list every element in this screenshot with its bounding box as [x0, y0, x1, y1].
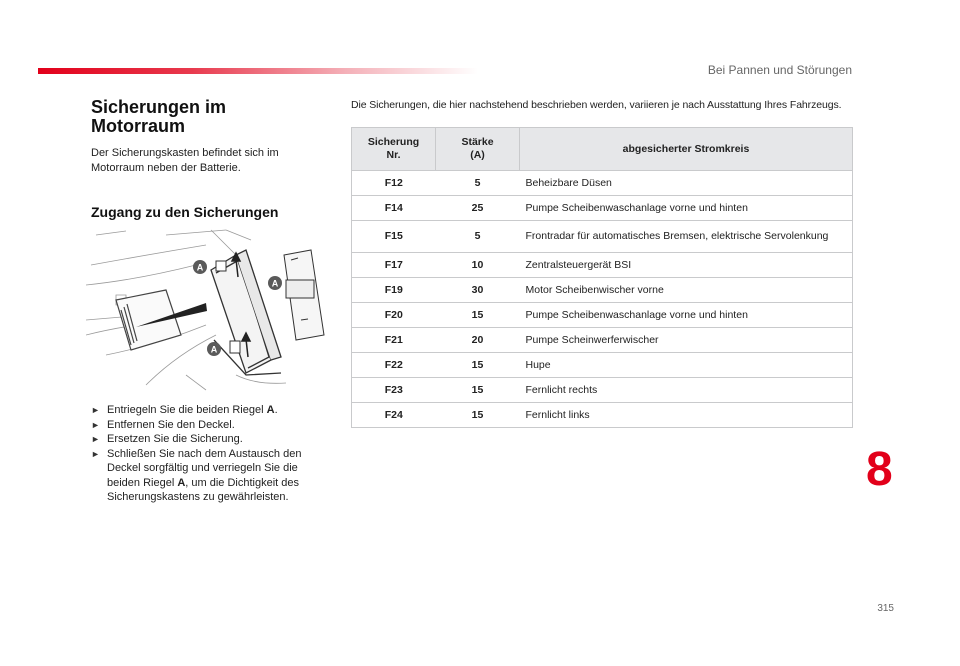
fuse-circuit: Zentralsteuergerät BSI	[520, 253, 853, 278]
step-item: ► Schließen Sie nach dem Austausch den Deckel sorgfältig und verriegeln Sie die beiden Riegel A, um die Dichtigkeit des Sicherungskastens zu gewährleisten.	[91, 447, 302, 503]
table-row	[352, 171, 853, 196]
fuse-number: F17	[352, 253, 436, 278]
fuse-amperage: 30	[436, 278, 520, 303]
fuse-amperage: 15	[436, 403, 520, 428]
instruction-steps	[91, 403, 326, 505]
fuse-box-illustration	[86, 225, 331, 395]
fuse-number: F14	[352, 196, 436, 221]
table-row	[352, 253, 853, 278]
fuse-table	[351, 127, 853, 428]
fuse-circuit: Fernlicht rechts	[520, 378, 853, 403]
fuse-number: F20	[352, 303, 436, 328]
fuse-number: F22	[352, 353, 436, 378]
header-amperage: Stärke (A)	[436, 128, 520, 171]
step-item: ► Entriegeln Sie die beiden Riegel A.	[91, 404, 278, 416]
fuse-circuit: Hupe	[520, 353, 853, 378]
page-number: 315	[877, 603, 894, 614]
bullet-icon: ►	[91, 434, 100, 444]
table-row	[352, 378, 853, 403]
table-row	[352, 221, 853, 253]
fuse-number: F19	[352, 278, 436, 303]
fuse-circuit: Beheizbare Düsen	[520, 171, 853, 196]
intro-text: Der Sicherungskasten befindet sich im Motorraum neben der Batterie.	[91, 147, 279, 174]
fuse-number: F23	[352, 378, 436, 403]
callout-label: A	[210, 344, 218, 355]
table-row	[352, 278, 853, 303]
fuse-amperage: 10	[436, 253, 520, 278]
fuse-circuit: Fernlicht links	[520, 403, 853, 428]
step-item: ► Entfernen Sie den Deckel.	[91, 418, 235, 431]
fuse-circuit: Motor Scheibenwischer vorne	[520, 278, 853, 303]
fuse-number: F15	[352, 221, 436, 253]
table-row	[352, 303, 853, 328]
fuse-amperage: 15	[436, 378, 520, 403]
fuse-amperage: 15	[436, 303, 520, 328]
step-item: ► Ersetzen Sie die Sicherung.	[91, 433, 243, 445]
fuse-amperage: 15	[436, 353, 520, 378]
page-title: Sicherungen im Motorraum	[91, 97, 227, 136]
fuse-circuit: Frontradar für automatisches Bremsen, elektrische Servolenkung	[520, 221, 853, 253]
table-row	[352, 403, 853, 428]
fuse-circuit: Pumpe Scheibenwaschanlage vorne und hinten	[520, 196, 853, 221]
table-row	[352, 196, 853, 221]
fuse-circuit: Pumpe Scheinwerferwischer	[520, 328, 853, 353]
fuse-amperage: 5	[436, 221, 520, 253]
subsection-title: Zugang zu den Sicherungen	[91, 204, 279, 220]
bullet-icon: ►	[91, 448, 100, 459]
bullet-icon: ►	[91, 405, 100, 415]
header-accent-bar	[38, 68, 478, 74]
fuse-amperage: 5	[436, 171, 520, 196]
fuse-number: F21	[352, 328, 436, 353]
header-fuse-number: Sicherung Nr.	[352, 128, 436, 171]
section-title: Bei Pannen und Störungen	[707, 63, 852, 77]
bullet-icon: ►	[91, 419, 100, 430]
fuse-number: F24	[352, 403, 436, 428]
callout-label: A	[271, 278, 279, 289]
table-row	[352, 328, 853, 353]
table-header-row	[352, 128, 853, 171]
table-intro-text: Die Sicherungen, die hier nachstehend beschrieben werden, variieren je nach Ausstattung Ihres Fahrzeugs.	[351, 99, 842, 111]
fuse-circuit: Pumpe Scheibenwaschanlage vorne und hinten	[520, 303, 853, 328]
chapter-number: 8	[866, 443, 893, 496]
fuse-amperage: 25	[436, 196, 520, 221]
table-row	[352, 353, 853, 378]
callout-label: A	[196, 262, 204, 273]
fuse-amperage: 20	[436, 328, 520, 353]
header-circuit: abgesicherter Stromkreis	[520, 128, 853, 171]
fuse-number: F12	[352, 171, 436, 196]
